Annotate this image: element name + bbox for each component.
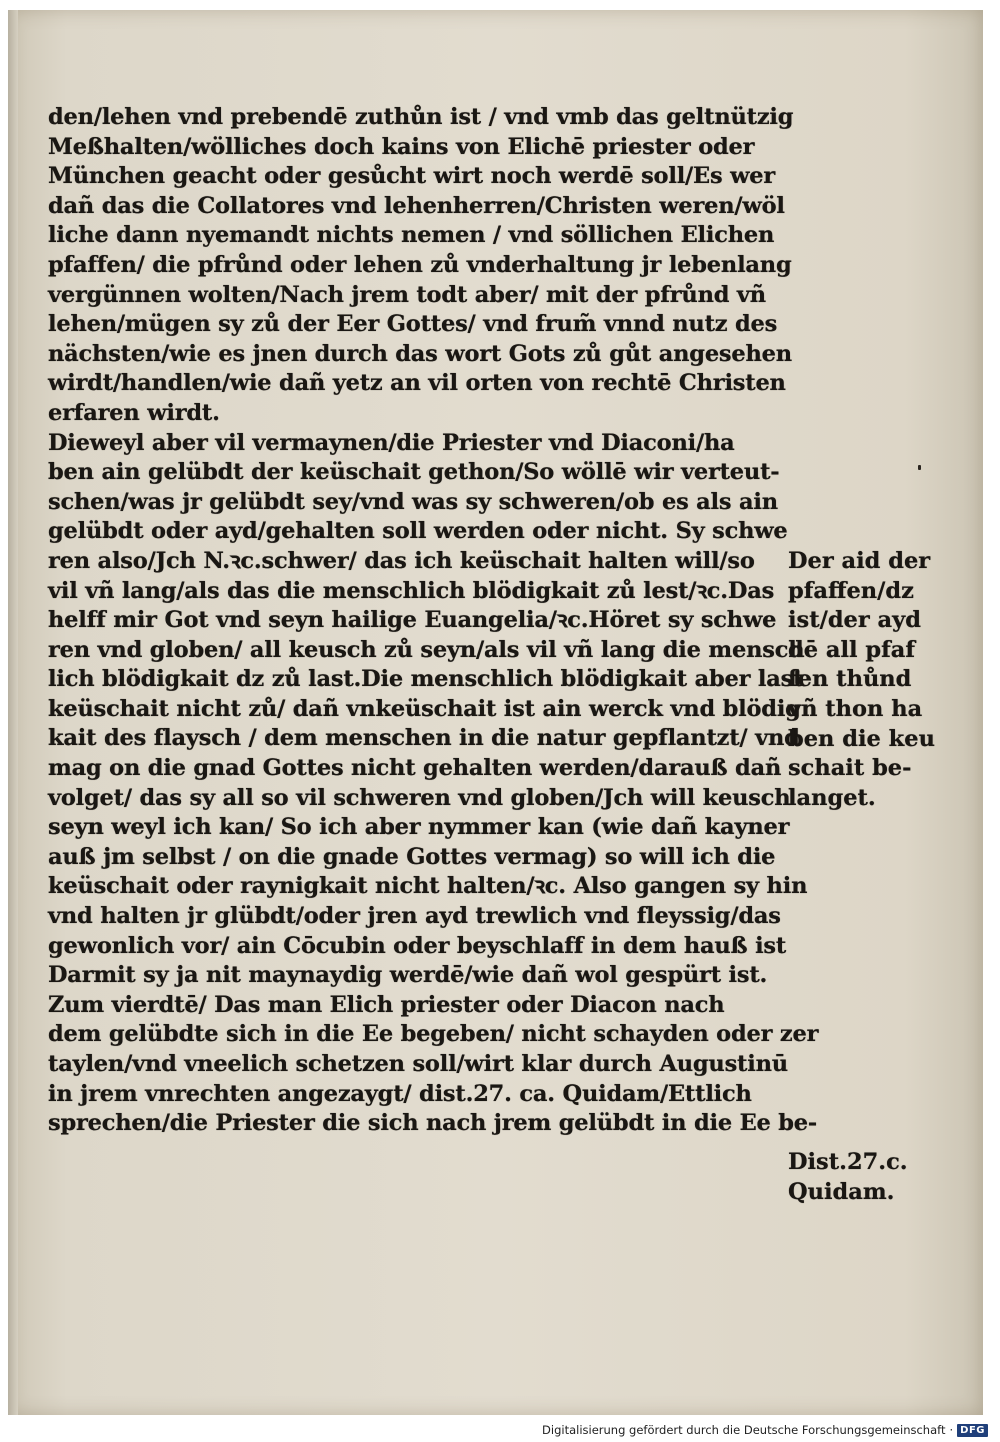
text-line: keüschait nicht zů/ dañ vnkeüschait ist ain werck vnd blödig	[48, 695, 801, 722]
text-line: ren vnd globen/ all keusch zů seyn/als vil vñ lang die mensch	[48, 636, 805, 663]
text-line: ren also/Jch N.ꝛc.schwer/ das ich keüschait halten will/so	[48, 547, 755, 574]
margin-note-line: Dist.27.c.	[788, 1149, 908, 1175]
text-line: Darmit sy ja nit maynaydig werdē/wie dañ wol gespürt ist.	[48, 962, 768, 989]
margin-note-line: dē all pfaf	[788, 636, 916, 663]
text-line: vil vñ lang/als das die menschlich blödigkait zů lest/ꝛc.Das	[48, 577, 775, 604]
margin-note-line: Quidam.	[788, 1178, 895, 1205]
margin-note-line: vñ thon ha	[788, 695, 923, 722]
footer-credit: Digitalisierung gefördert durch die Deutsche Forschungsgemeinschaft · DFG	[542, 1423, 988, 1437]
text-line: vergünnen wolten/Nach jrem todt aber/ mit der pfrůnd vñ	[48, 281, 766, 308]
text-line: vnd halten jr glübdt/oder jren ayd trewlich vnd fleyssig/das	[48, 903, 781, 930]
margin-note-line: ist/der ayd	[788, 607, 921, 634]
text-line: Meßhalten/wölliches doch kains von Elichē priester oder	[48, 133, 755, 160]
margin-note-line: ben die keu	[788, 725, 935, 752]
text-line: dem gelübdte sich in die Ee begeben/ nicht schayden oder zer	[48, 1021, 819, 1048]
text-line: pfaffen/ die pfrůnd oder lehen zů vnderhaltung jr lebenlang	[48, 251, 792, 278]
text-line: auß jm selbst / on die gnade Gottes vermag) so will ich die	[48, 843, 776, 870]
dfg-logo-icon: DFG	[957, 1424, 988, 1437]
text-line: taylen/vnd vneelich schetzen soll/wirt klar durch Augustinū	[48, 1051, 788, 1077]
text-line: in jrem vnrechten angezaygt/ dist.27. ca. Quidam/Ettlich	[48, 1080, 752, 1107]
main-text-block	[48, 103, 819, 1139]
text-line: sprechen/die Priester die sich nach jrem gelübdt in die Ee be-	[48, 1110, 818, 1137]
text-line: schen/was jr gelübdt sey/vnd was sy schweren/ob es als ain	[48, 488, 778, 515]
text-line: helff mir Got vnd seyn hailige Euangelia/ꝛc.Höret sy schwe	[48, 607, 777, 634]
text-line: Zum vierdtē/ Das man Elich priester oder Diacon nach	[48, 991, 725, 1018]
text-line: gelübdt oder ayd/gehalten soll werden oder nicht. Sy schwe	[48, 518, 788, 545]
footer-credit-text: Digitalisierung gefördert durch die Deutsche Forschungsgemeinschaft	[542, 1423, 946, 1437]
text-line: lehen/mügen sy zů der Eer Gottes/ vnd frum̃ vnnd nutz des	[48, 311, 778, 338]
text-line: mag on die gnad Gottes nicht gehalten werden/darauß dañ	[48, 755, 782, 782]
text-line: lich blödigkait dz zů last.Die menschlich blödigkait aber last	[48, 666, 804, 693]
text-line: liche dann nyemandt nichts nemen / vnd söllichen Elichen	[48, 222, 775, 249]
text-line: erfaren wirdt.	[48, 399, 220, 426]
text-line: gewonlich vor/ ain Cōcubin oder beyschlaff in dem hauß ist	[48, 932, 787, 959]
text-line: ben ain gelübdt der keüschait gethon/So wöllē wir verteut-	[48, 459, 780, 486]
margin-note-line: pfaffen/dz	[788, 577, 914, 604]
text-line: volget/ das sy all so vil schweren vnd globen/Jch will keusch	[48, 784, 791, 811]
margin-note-citation	[788, 1148, 978, 1207]
text-line: nächsten/wie es jnen durch das wort Gots zů gůt angesehen	[48, 340, 792, 367]
margin-note-line: Der aid der	[788, 548, 931, 574]
text-line: kait des flaysch / dem menschen in die natur gepflantzt/ vnd	[48, 725, 800, 752]
text-line: dañ das die Collatores vnd lehenherren/Christen weren/wöl	[48, 192, 785, 219]
margin-note-line: schait be-	[788, 755, 912, 782]
text-line: wirdt/handlen/wie dañ yetz an vil orten von rechtē Christen	[48, 370, 786, 397]
scanned-page	[8, 10, 983, 1415]
text-line: seyn weyl ich kan/ So ich aber nymmer kan (wie dañ kayner	[48, 814, 790, 841]
page-binding-edge	[8, 10, 18, 1415]
margin-note-oath	[788, 547, 978, 813]
text-line: den/lehen vnd prebendē zuthůn ist / vnd vmb das geltnützig	[48, 104, 794, 130]
ink-speck	[918, 465, 921, 470]
text-line: München geacht oder gesůcht wirt noch werdē soll/Es wer	[48, 163, 776, 190]
text-line: Dieweyl aber vil vermaynen/die Priester vnd Diaconi/ha	[48, 429, 735, 456]
margin-note-line: fen thůnd	[788, 666, 912, 693]
text-line: keüschait oder raynigkait nicht halten/ꝛc. Also gangen sy hin	[48, 873, 808, 900]
margin-note-line: langet.	[788, 784, 876, 811]
